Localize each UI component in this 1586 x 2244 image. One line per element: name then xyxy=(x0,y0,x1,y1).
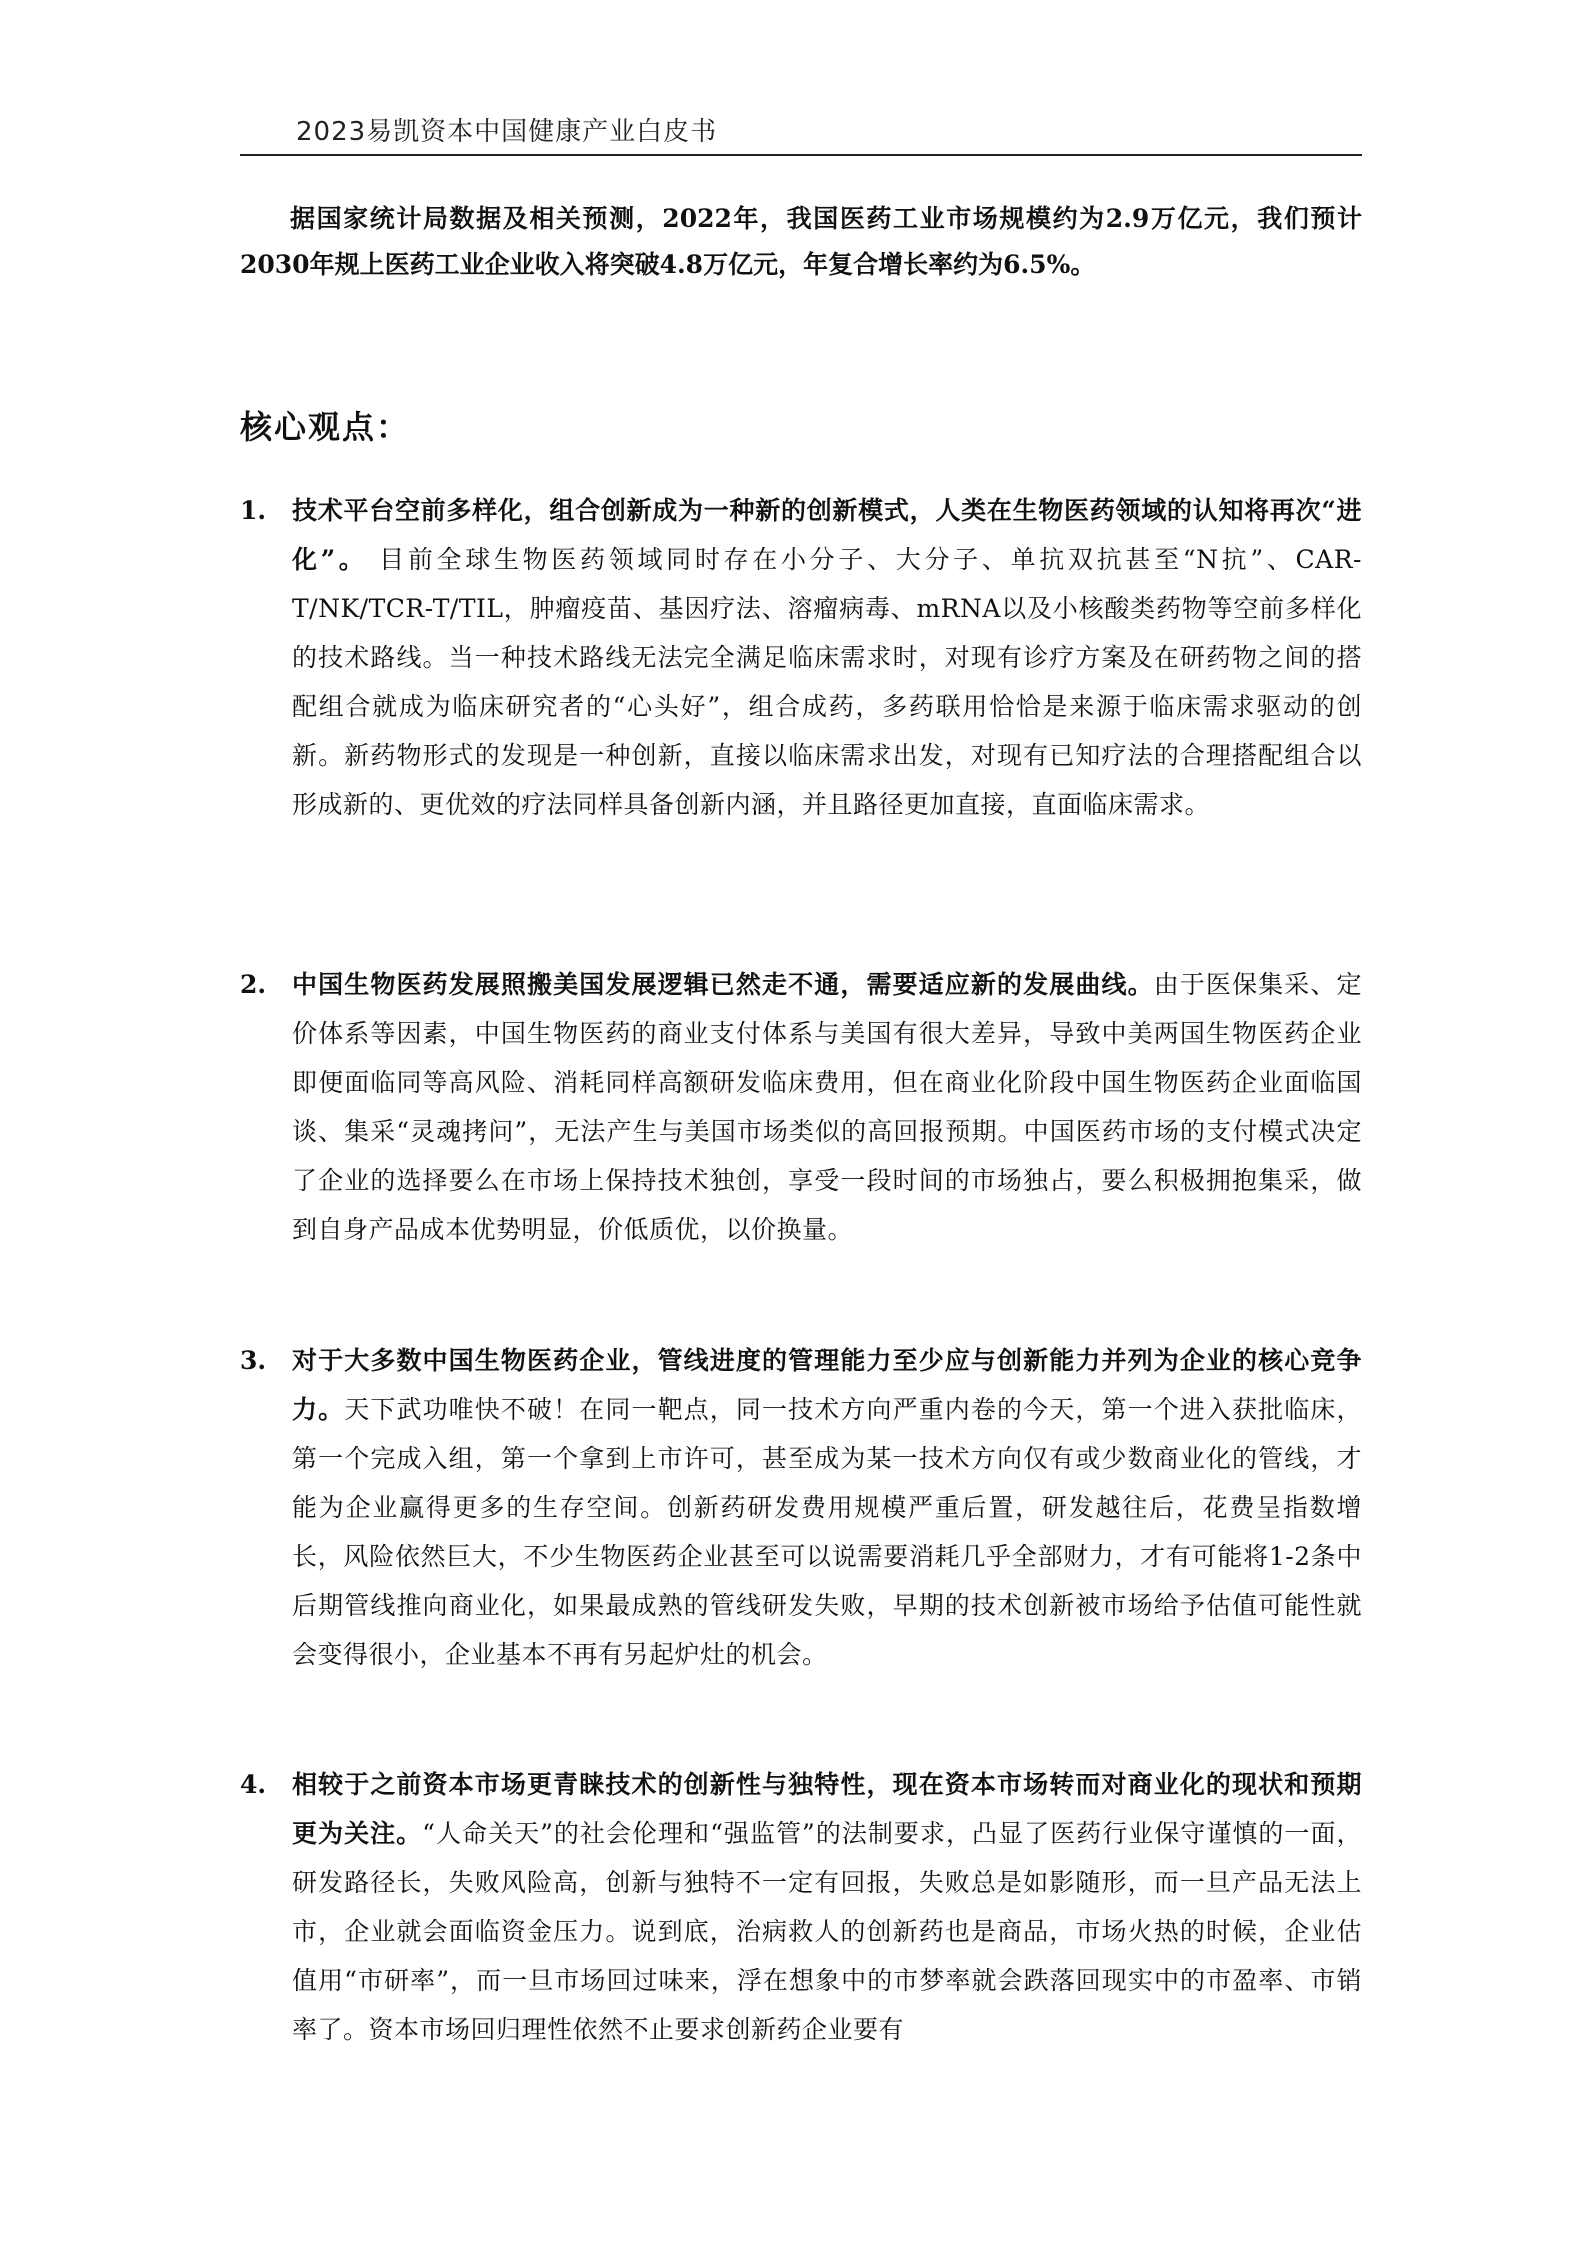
core-points-heading: 核心观点： xyxy=(240,408,411,446)
point-body xyxy=(292,1336,1362,1679)
point-heading: 相较于之前资本市场更青睐技术的创新性与独特性，现在资本市场转而对商业化的现状和预期更为关注。 xyxy=(292,1770,1362,1848)
point-heading: 对于大多数中国生物医药企业，管线进度的管理能力至少应与创新能力并列为企业的核心竞争力。 xyxy=(292,1346,1362,1424)
point-body xyxy=(292,486,1362,829)
point-text: 天下武功唯快不破！在同一靶点，同一技术方向严重内卷的今天，第一个进入获批临床，第一个完成入组，第一个拿到上市许可，甚至成为某一技术方向仅有或少数商业化的管线，才能为企业赢得更多的生存空间。创新药研发费用规模严重后置，研发越往后，花费呈指数增长，风险依然巨大，不少生物医药企业甚至可以说需要消耗几乎全部财力，才有可能将1-2条中后期管线推向商业化，如果最成熟的管线研发失败，早期的技术创新被市场给予估值可能性就会变得很小，企业基本不再有另起炉灶的机会。 xyxy=(292,1395,1362,1669)
point-number: 1. xyxy=(240,496,267,525)
point-text: 目前全球生物医药领域同时存在小分子、大分子、单抗双抗甚至“N抗”、CAR-T/NK/TCR-T/TIL，肿瘤疫苗、基因疗法、溶瘤病毒、mRNA以及小核酸类药物等空前多样化的技术路线。当一种技术路线无法完全满足临床需求时，对现有诊疗方案及在研药物之间的搭配组合就成为临床研究者的“心头好”，组合成药，多药联用恰恰是来源于临床需求驱动的创新。新药物形式的发现是一种创新，直接以临床需求出发，对现有已知疗法的合理搭配组合以形成新的、更优效的疗法同样具备创新内涵，并且路径更加直接，直面临床需求。 xyxy=(292,545,1362,819)
point-text: “人命关天”的社会伦理和“强监管”的法制要求，凸显了医药行业保守谨慎的一面，研发路径长，失败风险高，创新与独特不一定有回报，失败总是如影随形，而一旦产品无法上市，企业就会面临资金压力。说到底，治病救人的创新药也是商品，市场火热的时候，企业估值用“市研率”，而一旦市场回过味来，浮在想象中的市梦率就会跌落回现实中的市盈率、市销率了。资本市场回归理性依然不止要求创新药企业要有 xyxy=(292,1819,1362,2044)
point-text: 由于医保集采、定价体系等因素，中国生物医药的商业支付体系与美国有很大差异，导致中美两国生物医药企业即便面临同等高风险、消耗同样高额研发临床费用，但在商业化阶段中国生物医药企业面临国谈、集采“灵魂拷问”，无法产生与美国市场类似的高回报预期。中国医药市场的支付模式决定了企业的选择要么在市场上保持技术独创，享受一段时间的市场独占，要么积极拥抱集采，做到自身产品成本优势明显，价低质优，以价换量。 xyxy=(292,970,1362,1244)
header-title: 2023易凯资本中国健康产业白皮书 xyxy=(296,117,718,147)
page-header xyxy=(240,112,1362,156)
intro-paragraph: 据国家统计局数据及相关预测，2022年，我国医药工业市场规模约为2.9万亿元，我们预计2030年规上医药工业企业收入将突破4.8万亿元，年复合增长率约为6.5%。 xyxy=(240,204,1362,279)
point-body xyxy=(292,1760,1362,2054)
point-number: 4. xyxy=(240,1770,267,1799)
point-number: 3. xyxy=(240,1346,267,1375)
point-body xyxy=(292,960,1362,1254)
point-heading: 技术平台空前多样化，组合创新成为一种新的创新模式，人类在生物医药领域的认知将再次“进化”。 xyxy=(292,496,1362,574)
point-heading: 中国生物医药发展照搬美国发展逻辑已然走不通，需要适应新的发展曲线。 xyxy=(292,970,1154,999)
point-number: 2. xyxy=(240,970,267,999)
